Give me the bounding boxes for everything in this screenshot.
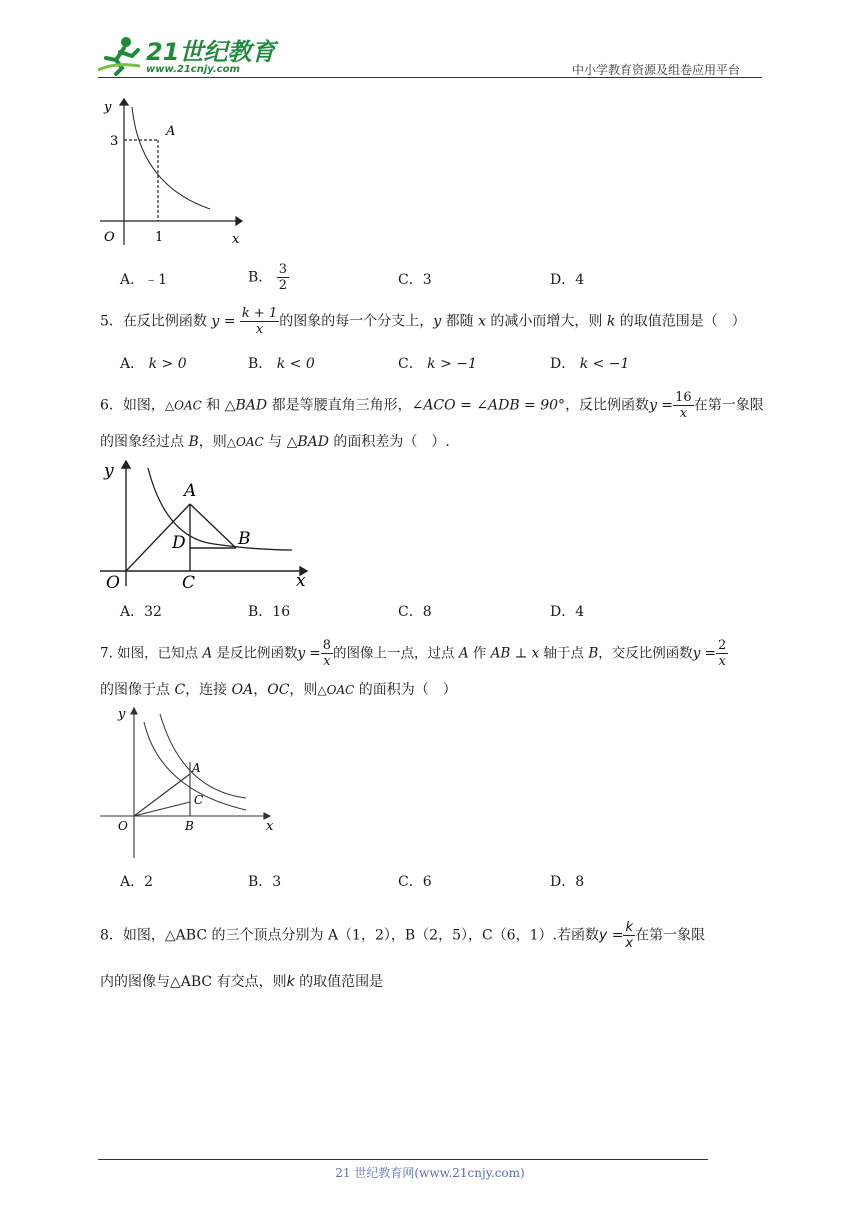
q7-oa: OA [231, 682, 254, 698]
header-slogan: 中小学教育资源及组卷应用平台 [572, 63, 741, 77]
q6-c-label: C [182, 573, 196, 590]
q7-t5: 轴于点 [539, 645, 589, 662]
q8-frac-num: k [623, 920, 635, 936]
q6-t7: ，则 [198, 434, 227, 450]
footer-rule [98, 1159, 708, 1160]
q8-t2: 在第一象限 [635, 927, 706, 944]
q4-one-label: 1 [155, 230, 164, 245]
q4-a-label: A [166, 124, 176, 139]
q6-eq: y = [649, 397, 674, 414]
q4-option-b-label: B． [248, 269, 273, 286]
q5-c-math: k > −1 [427, 356, 477, 372]
q7-f2-num: 2 [717, 638, 727, 653]
q6-t8: 与 [263, 434, 287, 450]
q4-x-label: x [232, 232, 240, 247]
q7-option-c: C．6 [398, 874, 432, 890]
q6-t9: 的面积差为（ ）. [328, 434, 450, 450]
q7-eq1: y = [297, 645, 321, 662]
q6-tri4: △BAD [286, 434, 329, 450]
q6-t2: 和 [201, 397, 225, 414]
q5-d-math: k < −1 [579, 356, 630, 372]
q6-tri2: △BAD [224, 397, 268, 414]
q6-y-label: y [104, 461, 114, 481]
runner-logo-icon [96, 36, 146, 76]
q7-fraction-2 [716, 638, 728, 669]
q6-x-label: x [296, 571, 306, 590]
q6-t1: 6．如图， [100, 397, 165, 414]
q5-text-2: 的图象的每一个分支上， [279, 313, 434, 330]
q6-stem-line1 [100, 390, 764, 421]
q7-t3: 的图像上一点，过点 [333, 645, 459, 662]
q6-t4: ，反比例函数 [565, 397, 650, 414]
q6-tri3: △OAC [226, 435, 264, 449]
q5-fraction [240, 306, 279, 337]
q5-option-d [550, 354, 629, 374]
q7-eq2: y = [692, 645, 716, 662]
q4-option-c: C．3 [398, 272, 432, 288]
q5-eq: y = [211, 313, 236, 330]
q5-var-x: x [478, 313, 486, 330]
header [0, 0, 860, 80]
q7-f1-num: 8 [322, 638, 332, 653]
footer-text: 21 世纪教育网(www.21cnjy.com) [335, 1166, 525, 1180]
q6-frac-den: x [679, 406, 688, 421]
q8-fraction [623, 920, 635, 951]
q4-graph [90, 95, 260, 255]
q6-fraction [673, 390, 694, 421]
q7-stem-line2 [100, 680, 457, 700]
q7-stem-line1 [100, 638, 728, 669]
q6-point-b: B [188, 434, 199, 450]
q5-frac-num: k + 1 [241, 306, 278, 321]
q5-option-b [248, 354, 315, 374]
q6-a-label: A [184, 481, 197, 501]
q6-stem-line2 [100, 432, 450, 452]
q5-text-4: 的减小而增大，则 [485, 313, 607, 330]
q7-f1-den: x [323, 654, 331, 669]
q4-o-label: O [104, 230, 115, 245]
q7-pb: B [588, 645, 599, 662]
q6-frac-num: 16 [675, 390, 692, 405]
q7-t7: 的图像于点 [100, 682, 175, 698]
q8-t1: 8．如图，△ABC 的三个顶点分别为 A（1，2），B（2，5），C（6，1）.若函数 [100, 927, 599, 944]
q7-tri: △OAC [317, 683, 355, 697]
q7-pc: C [174, 682, 186, 698]
q5-a-label: A． [120, 356, 145, 372]
q5-text-1: 5．在反比例函数 [100, 313, 207, 330]
q4-option-a: A．﹣1 [120, 272, 168, 288]
q5-b-math: k < 0 [276, 356, 315, 372]
q5-option-c [398, 354, 477, 374]
q7-t1: 7. 如图，已知点 [100, 645, 203, 662]
q6-b-label: B [238, 529, 251, 549]
q5-frac-den: x [255, 322, 264, 337]
q5-c-label: C． [398, 356, 423, 372]
q7-t2: 是反比例函数 [212, 645, 298, 662]
q6-option-a: A．32 [120, 604, 162, 620]
q6-d-label: D [172, 533, 186, 553]
q8-frac-den: x [625, 936, 634, 951]
q7-t9: ， [253, 682, 268, 698]
q6-tri1: △OAC [164, 398, 202, 413]
q7-option-d: D．8 [550, 874, 585, 890]
q4-b-num: 3 [278, 262, 288, 277]
q7-pa2: A [458, 645, 469, 662]
q7-graph [96, 702, 286, 860]
q7-x-label: x [266, 819, 274, 834]
q5-b-label: B． [248, 356, 273, 372]
q8-stem-line2 [100, 972, 383, 992]
q7-t4: 作 [468, 645, 491, 662]
q4-option-b [248, 262, 289, 293]
q5-stem [100, 306, 746, 337]
q7-oc: OC [267, 682, 290, 698]
q5-text-5: 的取值范围是（ ） [615, 313, 746, 330]
q6-option-d: D．4 [550, 604, 585, 620]
q7-f2-den: x [718, 654, 726, 669]
q5-option-a [120, 354, 187, 374]
q7-c-label: C [194, 793, 204, 807]
q4-b-den: 2 [278, 278, 288, 293]
q7-t8: ，连接 [185, 682, 232, 698]
logo-url: www.21cnjy.com [146, 64, 240, 75]
q7-option-a: A．2 [120, 874, 154, 890]
q4-option-b-fraction [277, 262, 289, 293]
q5-var-y: y [433, 313, 442, 330]
q5-text-3: 都随 [441, 313, 479, 330]
q7-a-label: A [192, 761, 201, 775]
q6-t5: 在第一象限 [693, 397, 764, 414]
q7-option-b: B．3 [248, 874, 282, 890]
q7-b-label: B [185, 819, 194, 833]
q8-t3: 内的图像与△ABC 有交点，则 [100, 974, 287, 990]
header-rule [98, 77, 762, 78]
q7-fraction-1 [321, 638, 333, 669]
q7-pa: A [202, 645, 213, 662]
q8-eq: y = [598, 927, 624, 944]
q6-option-b: B．16 [248, 604, 291, 620]
q8-t4: 的取值范围是 [294, 974, 384, 990]
q7-t6: ，交反比例函数 [598, 645, 693, 662]
q4-y-label: y [104, 100, 112, 115]
q7-t10: ，则 [289, 682, 318, 698]
q4-option-d: D．4 [550, 272, 585, 288]
q6-graph [96, 458, 316, 590]
q5-d-label: D． [550, 356, 576, 372]
q6-o-label: O [106, 573, 120, 590]
q8-var-k: k [286, 974, 295, 990]
q6-angle: ∠ACO = ∠ADB = 90° [411, 397, 566, 414]
logo-title: 21世纪教育 [146, 38, 276, 66]
q6-t3: 都是等腰直角三角形， [267, 397, 412, 414]
q6-t6: 的图象经过点 [100, 434, 189, 450]
q4-three-label: 3 [110, 134, 119, 149]
q7-o-label: O [118, 819, 128, 833]
q5-var-k: k [606, 313, 616, 330]
q5-a-math: k > 0 [148, 356, 187, 372]
q7-y-label: y [118, 707, 126, 722]
q7-perp: AB ⊥ x [490, 645, 540, 662]
q8-stem-line1 [100, 920, 705, 951]
q7-t11: 的面积为（ ） [354, 682, 457, 698]
q6-option-c: C．8 [398, 604, 432, 620]
